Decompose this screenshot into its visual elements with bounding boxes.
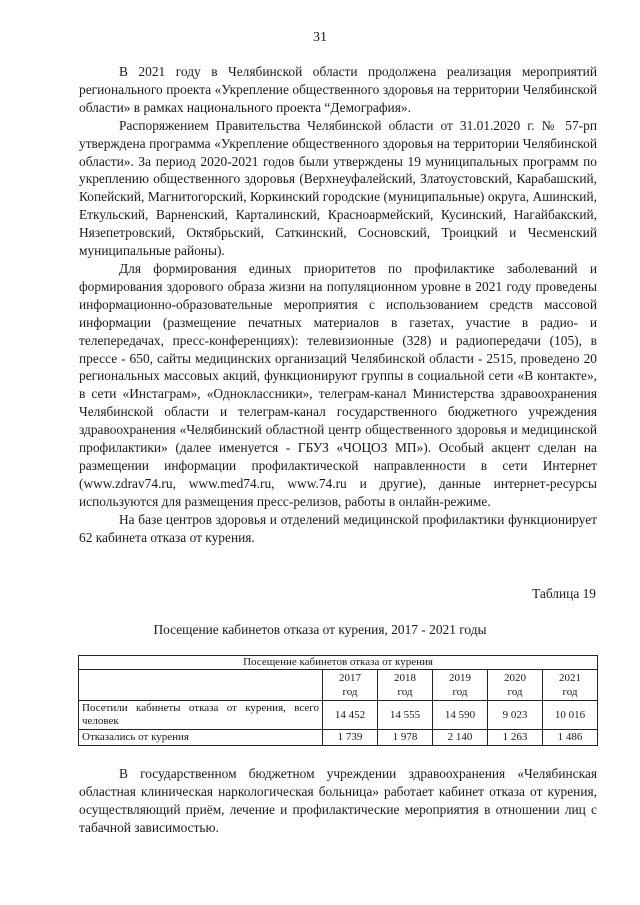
smoking-cessation-table: [78, 655, 598, 746]
page-number: 31: [313, 30, 327, 45]
closing-text: [79, 765, 597, 837]
value-cell: 10 016: [543, 701, 598, 730]
table-header-row: [79, 656, 598, 670]
paragraph-demography-project: В 2021 году в Челябинской области продолжена реализация мероприятий регионального проекта «Укрепление общественного здоровья на территории Челябинской области» в рамках национального проекта “Демография».: [79, 64, 597, 115]
year-cell: 2018 год: [378, 670, 433, 701]
year-cell: 2019 год: [433, 670, 488, 701]
value-cell: 1 263: [488, 730, 543, 746]
value-cell: 2 140: [433, 730, 488, 746]
value-cell: 9 023: [488, 701, 543, 730]
value-cell: 14 452: [323, 701, 378, 730]
table-corner-cell: [79, 670, 323, 701]
row-label: Посетили кабинеты отказа от курения, всего человек: [79, 701, 323, 730]
paragraph-smoking-cabinets: На базе центров здоровья и отделений медицинской профилактики функционирует 62 кабинета отказа от курения.: [79, 511, 597, 545]
body-text: [79, 63, 597, 546]
table-label: Таблица 19: [532, 586, 596, 601]
paragraph-municipal-programs: Распоряжением Правительства Челябинской области от 31.01.2020 г. № 57-рп утверждена программа «Укрепление общественного здоровья на территории Челябинской области». За период 2020-2021 годов были утверждены 19 муниципальных программ по укреплению общественного здоровья (Верхнеуфалейский, Златоустовский, Карабашский, Копейский, Магнитогорский, Коркинский городские (муниципальные) округа, Ашинский, Еткульский, Варненский, Карталинский, Красноармейский, Кусинский, Нагайбакский, Нязепетровский, Октябрьский, Саткинский, Сосновский, Троицкий и Чесменский муниципальные районы).: [79, 117, 597, 259]
table-years-row: [79, 670, 598, 701]
paragraph-narcology-hospital: В государственном бюджетном учреждении здравоохранения «Челябинская областная клиническая наркологическая больница» работает кабинет отказа от курения, осуществляющий приём, лечение и профилактические мероприятия в отношении лиц с табачной зависимостью.: [79, 766, 597, 835]
value-cell: 14 590: [433, 701, 488, 730]
table-row: [79, 701, 598, 730]
value-cell: 14 555: [378, 701, 433, 730]
year-cell: 2017 год: [323, 670, 378, 701]
table-row: [79, 730, 598, 746]
value-cell: 1 739: [323, 730, 378, 746]
table-title: Посещение кабинетов отказа от курения, 2017 - 2021 годы: [153, 622, 487, 637]
year-cell: 2020 год: [488, 670, 543, 701]
value-cell: 1 978: [378, 730, 433, 746]
value-cell: 1 486: [543, 730, 598, 746]
year-cell: 2021 год: [543, 670, 598, 701]
paragraph-media-activities: Для формирования единых приоритетов по профилактике заболеваний и формирования здорового образа жизни на популяционном уровне в 2021 году проведены информационно-образовательные мероприятия с использованием средств массовой информации (размещение печатных материалов в газетах, участие в радио- и телепередачах, пресс-конференциях): телевизионные (328) и радиопередачи (105), в прессе - 650, сайты медицинских организаций Челябинской области - 2515, проведено 20 региональных массовых акций, функционируют группы в социальной сети «В контакте», в сети «Инстаграм», «Одноклассники», телеграм-канал Министерства здравоохранения Челябинской области и телеграм-канал государственного бюджетного учреждения здравоохранения «Челябинский областной центр общественного здоровья и медицинской профилактики» (далее именуется - ГБУЗ «ЧОЦОЗ МП»). Особый акцент сделан на размещении информации профилактической направленности в сети Интернет (www.zdrav74.ru, www.med74.ru, www.74.ru и другие), данные интернет-ресурсы используются для размещения пресс-релизов, работы в онлайн-режиме.: [79, 260, 597, 509]
table-header: Посещение кабинетов отказа от курения: [79, 656, 598, 670]
row-label: Отказались от курения: [79, 730, 323, 746]
